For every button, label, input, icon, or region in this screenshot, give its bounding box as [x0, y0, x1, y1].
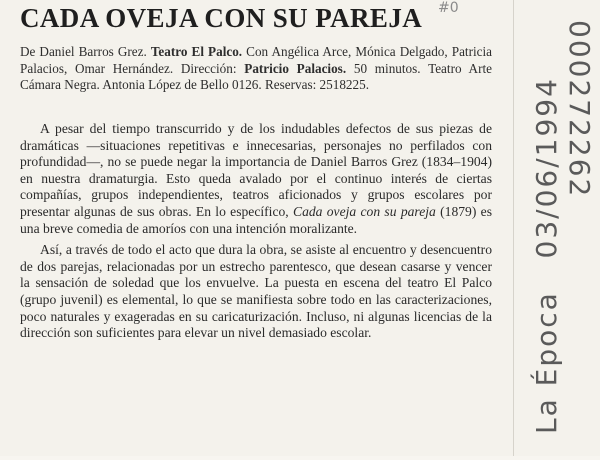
- corner-handwritten-mark: #0: [438, 0, 459, 16]
- paragraph-1-text-a: A pesar del tiempo transcurrido y de los indudables defectos de sus piezas de dramáticas —situaciones repetitivas e innecesarias, personajes no perfilados con profundidad—, no se puede negar la importancia de Daniel Barros Grez (1834–1904) en nuestra dramaturgia. Esto queda avalado por el continuo interés de ciertas compañías, grupos independientes, teatros aficionados y grupos escolares por presentar algunas de sus obras. En lo específico,: [20, 121, 492, 219]
- margin-annotation: [526, 2, 596, 442]
- paragraph-1: [20, 121, 492, 237]
- paragraph-2: Así, a través de todo el acto que dura la obra, se asiste al encuentro y desencuentro de dos parejas, relacionadas por un estrecho parentesco, que desean casarse y vencer la sensación de soledad que los envuelve. La puesta en escena del teatro El Palco (grupo juvenil) es elemental, lo que se manifiesta sobre todo en las caracterizaciones, poco naturales y exageradas en su caricaturización. Incluso, ni algunas licencias de la dirección son suficientes para elevar un nivel demasiado escolar.: [20, 242, 492, 341]
- annotation-source-date: [530, 0, 563, 434]
- paragraph-1-text-b: (1879) es una breve comedia de amoríos con una intención moralizante.: [20, 203, 492, 236]
- credits-cast: Con Angélica Arce, Mónica Delgado, Patricia Palacios, Omar Hernández. Dirección:: [20, 44, 493, 76]
- credits-company: Teatro El Palco.: [150, 44, 243, 59]
- credits-director: Patricio Palacios.: [244, 60, 347, 76]
- annotation-date: 03/06/1994: [530, 77, 563, 259]
- article-credits: [20, 44, 492, 94]
- annotation-record-number: 000272262: [563, 20, 596, 199]
- work-title: Cada oveja con su pareja: [293, 203, 436, 219]
- credits-details: 50 minutos. Teatro Arte Cámara Negra. Antonia López de Bello 0126. Reservas: 2518225.: [20, 60, 492, 92]
- credits-author: De Daniel Barros Grez.: [20, 44, 147, 59]
- article-body: [20, 121, 492, 347]
- article-title: CADA OVEJA CON SU PAREJA: [20, 3, 423, 33]
- annotation-source: La Época: [530, 291, 563, 434]
- margin-divider: [513, 0, 514, 456]
